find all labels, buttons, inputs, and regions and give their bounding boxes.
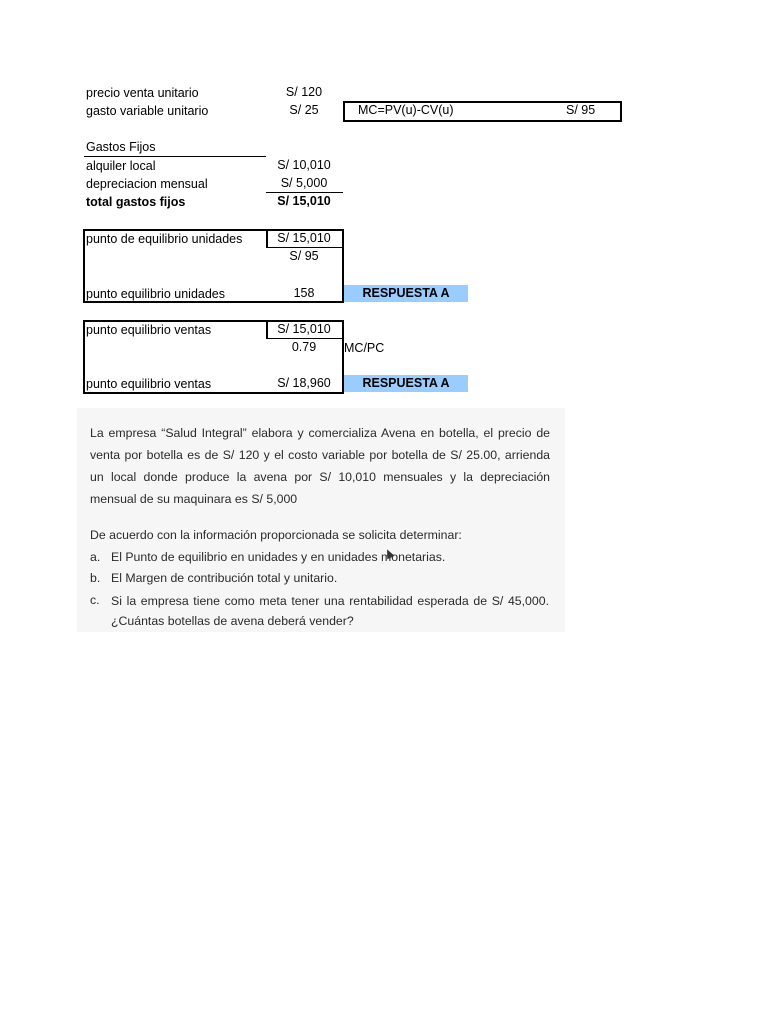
pe-ventas-label: punto equilibrio ventas xyxy=(86,323,212,337)
gastos-fijos-underline xyxy=(84,156,266,157)
pe-ventas-numerator: S/ 15,010 xyxy=(277,322,331,336)
pe-unidades-label: punto de equilibrio unidades xyxy=(86,232,243,246)
problem-statement-image xyxy=(77,408,565,632)
depreciacion-value: S/ 5,000 xyxy=(280,176,328,190)
problem-item-a xyxy=(90,548,549,566)
respuesta-a-badge-2: RESPUESTA A xyxy=(344,375,468,392)
pe-unidades-numerator: S/ 15,010 xyxy=(277,231,331,245)
problem-item-b xyxy=(90,569,549,587)
respuesta-a-badge-1: RESPUESTA A xyxy=(344,285,468,302)
item-letter: a. xyxy=(90,550,101,564)
alquiler-label: alquiler local xyxy=(86,159,156,173)
item-letter: c. xyxy=(90,593,100,607)
alquiler-value: S/ 10,010 xyxy=(277,158,331,172)
depreciacion-label: depreciacion mensual xyxy=(86,177,208,191)
pe-ventas-result-label: punto equilibrio ventas xyxy=(86,377,212,391)
item-text: El Punto de equilibrio en unidades y en unidades monetarias. xyxy=(111,550,446,564)
pe-ventas-result: S/ 18,960 xyxy=(277,376,331,390)
precio-venta-label: precio venta unitario xyxy=(86,86,199,100)
pe-ventas-denominator: 0.79 xyxy=(291,340,317,354)
problem-intro: De acuerdo con la información proporcionada se solicita determinar: xyxy=(90,528,462,542)
mc-value: S/ 95 xyxy=(566,103,596,117)
gastos-fijos-header: Gastos Fijos xyxy=(86,140,156,154)
item-letter: b. xyxy=(90,571,101,585)
total-gastos-fijos-value: S/ 15,010 xyxy=(277,194,331,208)
pe-unidades-result-label: punto equilibrio unidades xyxy=(86,287,225,301)
mc-formula: MC=PV(u)-CV(u) xyxy=(358,103,454,117)
problem-paragraph: La empresa “Salud Integral” elabora y comercializa Avena en botella, el precio de venta por botella es de S/ 120 y el costo variable por botella de S/ 25.00, arrienda un local donde produce la avena por S/ 10,010 mensuales y la depreciación mensual de su maquinara es S/ 5,000 xyxy=(90,426,550,506)
gasto-variable-label: gasto variable unitario xyxy=(86,104,209,118)
item-text: El Margen de contribución total y unitario. xyxy=(111,571,338,585)
pe-ventas-ratio-label: MC/PC xyxy=(344,341,385,355)
pe-unidades-result: 158 xyxy=(293,286,315,300)
gasto-variable-value: S/ 25 xyxy=(289,103,319,117)
total-gastos-fijos-label: total gastos fijos xyxy=(86,195,186,209)
item-text: Si la empresa tiene como meta tener una rentabilidad esperada de S/ 45,000. ¿Cuántas botellas de avena deberá vender? xyxy=(111,594,549,628)
precio-venta-value: S/ 120 xyxy=(285,85,323,99)
pe-unidades-denominator: S/ 95 xyxy=(289,249,319,263)
problem-item-c xyxy=(90,591,549,631)
